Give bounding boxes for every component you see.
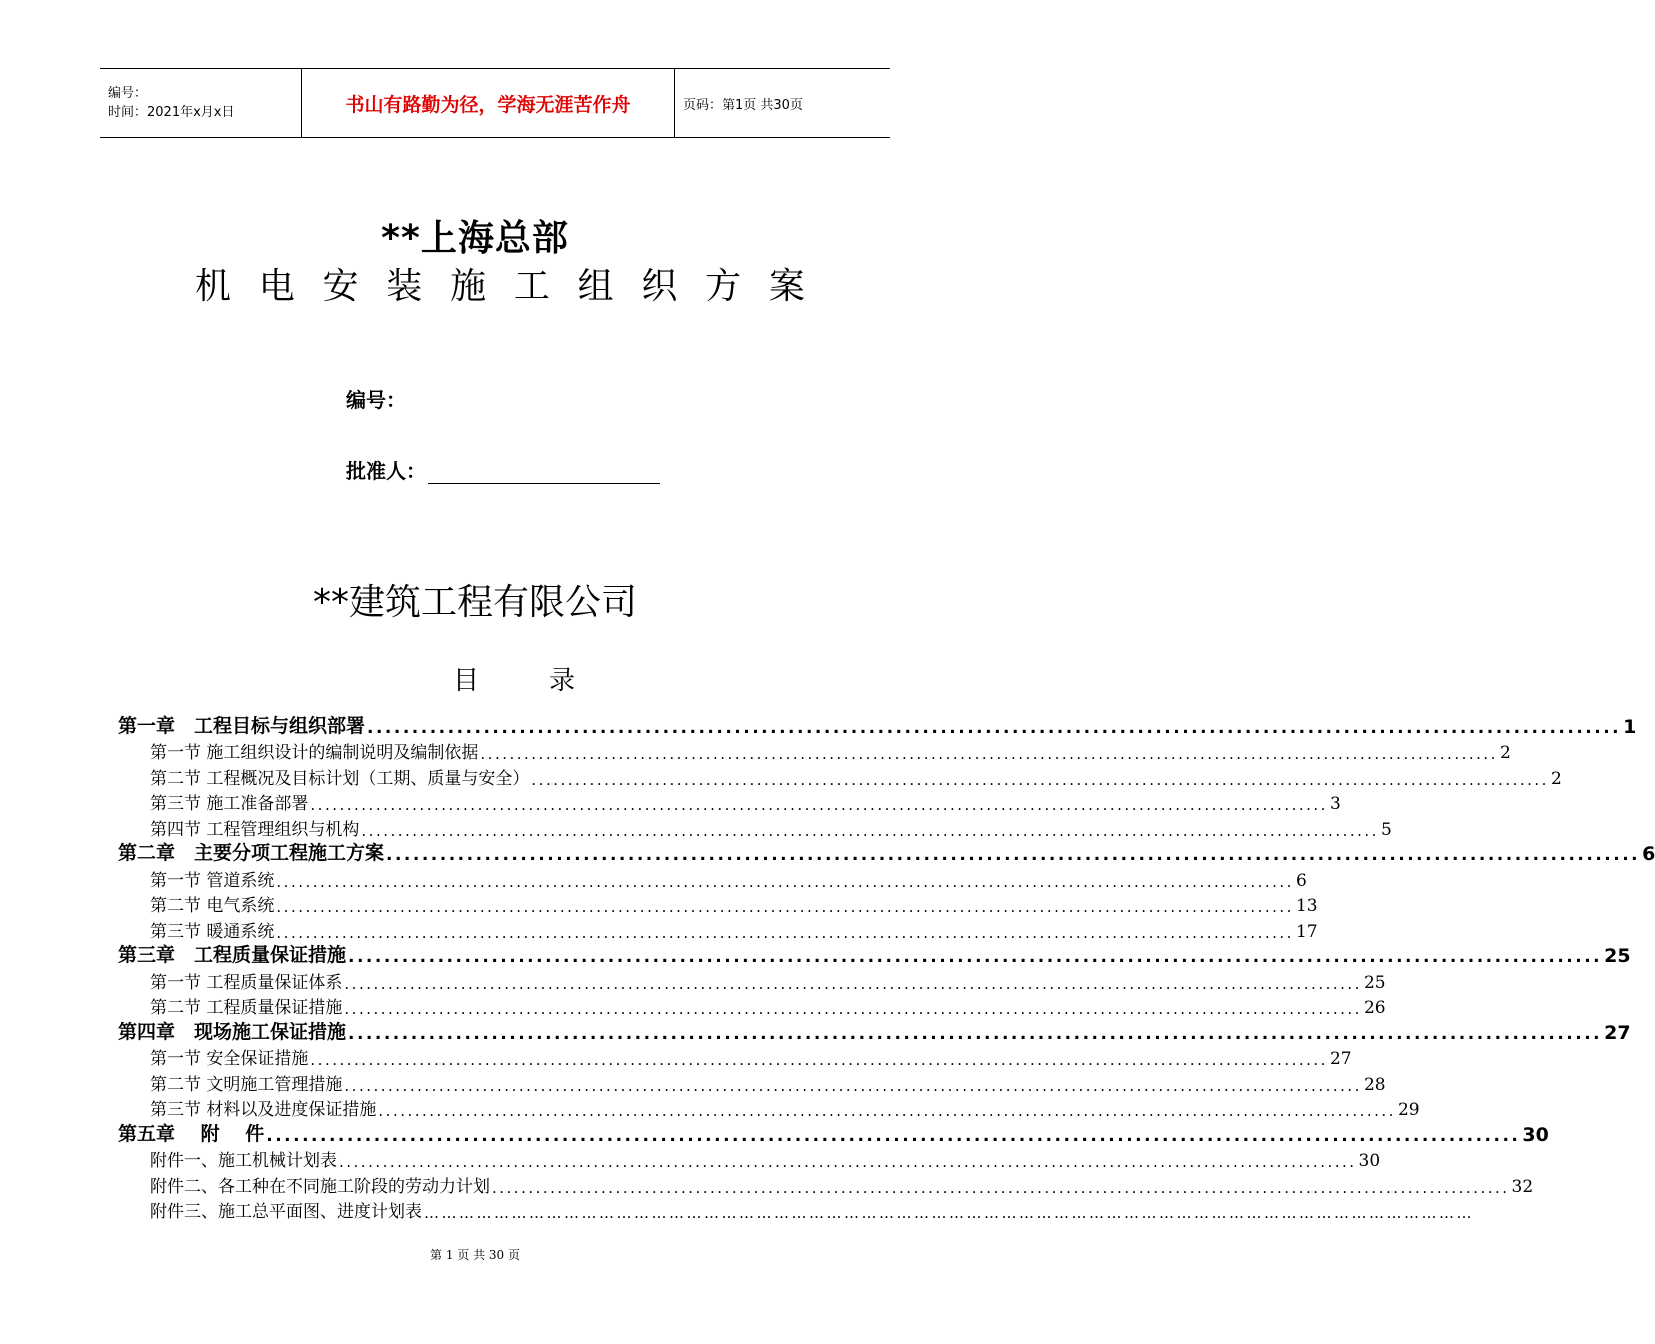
toc-section-entry[interactable]: [118, 1069, 1386, 1095]
toc-page-number: 3: [1329, 794, 1341, 814]
title-char: 安: [322, 266, 359, 307]
toc-title-char: 目: [453, 666, 480, 696]
toc-entry-label: 第二节 文明施工管理措施: [150, 1074, 343, 1095]
toc-page-number: 32: [1511, 1176, 1534, 1197]
toc-page-number: 30: [1358, 1151, 1381, 1171]
toc-leader-dots: ............................................................................................................................................: [266, 1125, 1521, 1146]
title-char: 机: [195, 266, 232, 307]
approver-field: [346, 455, 660, 484]
toc-page-number: 1: [1623, 715, 1637, 738]
toc-leader-dots: ............................................................................................................................................: [480, 745, 1498, 763]
toc-leader-dots: ............................................................................................................................................: [276, 872, 1294, 891]
toc-entry-label: 第三节 暖通系统: [150, 921, 275, 942]
toc-entry-label: 第一节 工程质量保证体系: [150, 972, 343, 993]
document-title-line2: [195, 258, 805, 309]
approver-label: 批准人：: [346, 459, 426, 483]
toc-page-number: 26: [1363, 998, 1386, 1018]
title-char: 电: [258, 266, 295, 307]
toc-leader-dots: ............................................................................................................................................: [531, 770, 1549, 789]
toc-title: [453, 660, 575, 697]
toc-leader-dots: ............................................................................................................................................: [378, 1102, 1396, 1120]
toc-chapter-entry[interactable]: [118, 840, 1655, 866]
toc-page-number: 5: [1380, 819, 1392, 840]
toc-section-entry[interactable]: [118, 967, 1386, 993]
header-number-label: 编号：: [108, 86, 148, 101]
toc-leader-dots: ............................................................................................................................................: [344, 1000, 1362, 1018]
page-header: [100, 68, 890, 138]
header-page-cell: [675, 69, 890, 137]
toc-title-char: 录: [549, 666, 576, 696]
page-footer: 第 1 页 共 30 页: [430, 1248, 520, 1262]
toc-section-entry[interactable]: [118, 1044, 1352, 1070]
toc-chapter-entry[interactable]: [118, 942, 1631, 968]
toc-leader-dots: ............................................................................................................................................: [344, 1076, 1362, 1095]
toc-section-entry[interactable]: [118, 916, 1318, 942]
toc-entry-label: 第三节 材料以及进度保证措施: [150, 1100, 377, 1120]
toc-entry-label: 第二章 主要分项工程施工方案: [118, 842, 385, 864]
header-time: 时间：2021年x月x日: [108, 105, 235, 120]
title-char: 装: [386, 266, 423, 307]
toc-section-entry[interactable]: [118, 814, 1392, 840]
approver-signature-line: [428, 461, 660, 484]
toc-page-number: 29: [1397, 1100, 1420, 1120]
toc-leader-dots: ............................................................................................................................................: [492, 1178, 1510, 1197]
toc-section-entry[interactable]: [118, 738, 1511, 764]
toc-section-entry[interactable]: [118, 1095, 1420, 1121]
toc-chapter-entry[interactable]: [118, 712, 1637, 738]
title-char: 案: [768, 266, 805, 307]
toc-page-number: 27: [1604, 1021, 1631, 1044]
toc-leader-dots: ............................................................................................................................................: [386, 845, 1641, 865]
toc-chapter-entry[interactable]: [118, 1120, 1549, 1146]
toc-page-number: 13: [1295, 896, 1318, 916]
toc-page-number: 25: [1604, 945, 1631, 967]
toc-section-entry[interactable]: [118, 763, 1562, 789]
toc-leader-dots: ............................................................................................................................................: [276, 923, 1294, 942]
toc-leader-dots: ............................................................................................................................................: [339, 1153, 1357, 1171]
company-name: **建筑工程有限公司: [312, 582, 637, 623]
toc-entry-label: 附件一、施工机械计划表: [150, 1151, 337, 1171]
toc-entry-label: 第三节 施工准备部署: [150, 794, 309, 814]
toc-leader-dots: ............................................................................................................................................: [348, 1023, 1603, 1044]
toc-leader-dots: ............................................................................................................................................: [310, 796, 1328, 814]
toc-page-number: 28: [1363, 1074, 1386, 1095]
toc-leader-dots: ............................................................................................................................................: [367, 717, 1622, 738]
toc-page-number: 6: [1642, 843, 1655, 865]
toc-leader-dots: ............................................................................................................................................: [344, 974, 1362, 993]
toc-page-number: 6: [1295, 870, 1307, 891]
header-meta: [100, 69, 301, 137]
toc-entry-label: 第二节 电气系统: [150, 896, 275, 916]
toc-page-number: 25: [1363, 972, 1386, 993]
toc-page-number: 17: [1295, 921, 1318, 942]
toc-entry-label: 附件二、各工种在不同施工阶段的劳动力计划: [150, 1176, 490, 1197]
table-of-contents: [118, 712, 1655, 1222]
toc-entry-label: 第二节 工程概况及目标计划（工期、质量与安全）: [150, 768, 530, 789]
title-char: 方: [705, 266, 742, 307]
toc-section-entry[interactable]: [118, 891, 1318, 917]
toc-page-number: 30: [1522, 1123, 1549, 1146]
header-page-info: 页码：第1页 共30页: [683, 97, 803, 113]
toc-page-number: 27: [1329, 1049, 1352, 1069]
toc-entry-label: 第一节 管道系统: [150, 870, 275, 891]
toc-section-entry[interactable]: [118, 1146, 1381, 1172]
toc-section-entry[interactable]: [118, 789, 1341, 815]
header-motto-cell: [301, 69, 675, 137]
toc-section-entry[interactable]: [118, 1171, 1534, 1197]
toc-section-entry[interactable]: [118, 1197, 1474, 1223]
title-char: 工: [513, 266, 550, 307]
toc-entry-label: 第三章 工程质量保证措施: [118, 944, 347, 966]
toc-leader-dots: ............................................................................................................................................: [276, 898, 1294, 916]
toc-leader-dots: ............................................................................................................................................: [348, 947, 1603, 967]
toc-entry-label: 第一节 施工组织设计的编制说明及编制依据: [150, 743, 479, 763]
toc-section-entry[interactable]: [118, 993, 1386, 1019]
toc-entry-label: 第四节 工程管理组织与机构: [150, 819, 360, 840]
title-char: 组: [577, 266, 614, 307]
toc-entry-label: 第一章 工程目标与组织部署: [118, 714, 366, 737]
header-motto: 书山有路勤为径，学海无涯苦作舟: [345, 93, 631, 116]
toc-leader-dots: ............................................................................................................................................: [310, 1051, 1328, 1069]
toc-leader-dots: ………………………………………………………………………………………………………………………………………………………………: [424, 1204, 1474, 1222]
toc-chapter-entry[interactable]: [118, 1018, 1631, 1044]
toc-entry-label: 第四章 现场施工保证措施: [118, 1020, 347, 1043]
toc-page-number: 2: [1550, 768, 1562, 789]
title-char: 施: [450, 266, 487, 307]
number-field-label: 编号：: [346, 388, 406, 412]
toc-entry-label: 第五章 附 件: [118, 1122, 265, 1145]
document-title-line1: **上海总部: [381, 218, 569, 259]
toc-leader-dots: ............................................................................................................................................: [361, 821, 1379, 840]
toc-entry-label: 第二节 工程质量保证措施: [150, 998, 343, 1018]
toc-entry-label: 附件三、施工总平面图、进度计划表: [150, 1202, 422, 1222]
toc-page-number: 2: [1499, 743, 1511, 763]
toc-section-entry[interactable]: [118, 865, 1307, 891]
title-char: 织: [641, 266, 678, 307]
toc-entry-label: 第一节 安全保证措施: [150, 1049, 309, 1069]
